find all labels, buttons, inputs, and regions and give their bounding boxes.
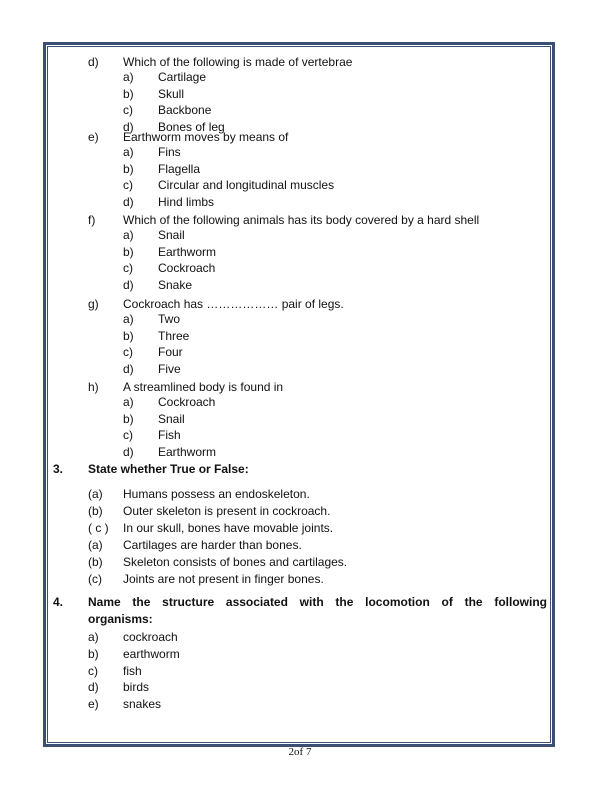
option-label: b) — [123, 411, 134, 426]
option-label: a) — [123, 70, 134, 84]
option-text: Earthworm — [158, 444, 217, 459]
question-label: d) — [88, 55, 99, 69]
organism-label: b) — [88, 646, 99, 661]
section-4-heading-line2: organisms: — [88, 612, 153, 626]
option-label: c) — [123, 428, 133, 442]
statement-label: (a) — [88, 538, 103, 552]
option-text: Flagella — [158, 161, 201, 176]
organism-label: a) — [88, 630, 99, 644]
option-label: b) — [123, 86, 134, 101]
option-text: Snail — [158, 411, 185, 426]
question-text: Cockroach has ……………… pair of legs. — [123, 297, 344, 311]
option-text: Earthworm — [158, 244, 217, 259]
option-label: d) — [123, 361, 134, 376]
organism-name: earthworm — [123, 646, 180, 661]
option-label: b) — [123, 244, 134, 259]
question-text: Which of the following is made of vertebrae — [123, 55, 353, 69]
option-text: Cockroach — [158, 261, 216, 275]
option-label: d) — [123, 444, 134, 459]
question-label: h) — [88, 380, 99, 394]
option-label: c) — [123, 345, 133, 359]
section-4-number: 4. — [53, 595, 64, 609]
option-label: c) — [123, 261, 133, 275]
question-text: Earthworm moves by means of — [123, 130, 289, 144]
statement-label: (c) — [88, 572, 102, 586]
option-text: Cockroach — [158, 395, 216, 409]
organism-name: birds — [123, 680, 150, 695]
option-text: Fish — [158, 428, 181, 442]
statement-text: Cartilages are harder than bones. — [123, 538, 302, 552]
option-text: Fins — [158, 145, 181, 159]
organism-label: e) — [88, 697, 99, 712]
option-text: Skull — [158, 86, 185, 101]
statement-text: Skeleton consists of bones and cartilages. — [123, 555, 348, 569]
option-text: Circular and longitudinal muscles — [158, 178, 335, 192]
page-number: 2of 7 — [288, 746, 312, 758]
option-label: a) — [123, 395, 134, 409]
organism-label: d) — [88, 680, 99, 695]
statement-text: In our skull, bones have movable joints. — [123, 521, 334, 535]
option-label: a) — [123, 312, 134, 326]
organism-name: cockroach — [123, 630, 178, 644]
option-label: a) — [123, 145, 134, 159]
organism-name: snakes — [123, 697, 162, 712]
option-label: c) — [123, 103, 133, 117]
statement-text: Joints are not present in finger bones. — [123, 572, 324, 586]
option-label: b) — [123, 161, 134, 176]
question-label: f) — [88, 213, 96, 227]
option-text: Snake — [158, 277, 193, 292]
statement-label: (b) — [88, 504, 103, 518]
option-text: Cartilage — [158, 70, 207, 84]
option-text: Three — [158, 328, 190, 343]
option-label: d) — [123, 194, 134, 209]
question-text: Which of the following animals has its body covered by a hard shell — [123, 213, 480, 227]
statement-label: (a) — [88, 487, 103, 501]
statement-text: Humans possess an endoskeleton. — [123, 487, 310, 501]
option-label: d) — [123, 119, 134, 134]
option-text: Snail — [158, 228, 185, 242]
section-3-number: 3. — [53, 462, 64, 476]
option-label: b) — [123, 328, 134, 343]
option-text: Hind limbs — [158, 194, 215, 209]
option-text: Five — [158, 361, 181, 376]
option-text: Four — [158, 345, 183, 359]
statement-text: Outer skeleton is present in cockroach. — [123, 504, 331, 518]
question-label: g) — [88, 297, 99, 311]
organism-name: fish — [123, 663, 142, 678]
option-text: Two — [158, 312, 181, 326]
question-label: e) — [88, 130, 99, 144]
option-label: a) — [123, 228, 134, 242]
option-text: Bones of leg — [158, 119, 225, 134]
statement-label: ( c ) — [88, 521, 109, 535]
section-3-heading: State whether True or False: — [88, 462, 249, 476]
option-label: c) — [123, 178, 133, 192]
question-text: A streamlined body is found in — [123, 380, 284, 394]
option-label: d) — [123, 277, 134, 292]
organism-label: c) — [88, 663, 98, 678]
statement-label: (b) — [88, 555, 103, 569]
option-text: Backbone — [158, 103, 212, 117]
section-4-heading-line1: Name the structure associated with the locomotion of the following — [88, 595, 547, 609]
